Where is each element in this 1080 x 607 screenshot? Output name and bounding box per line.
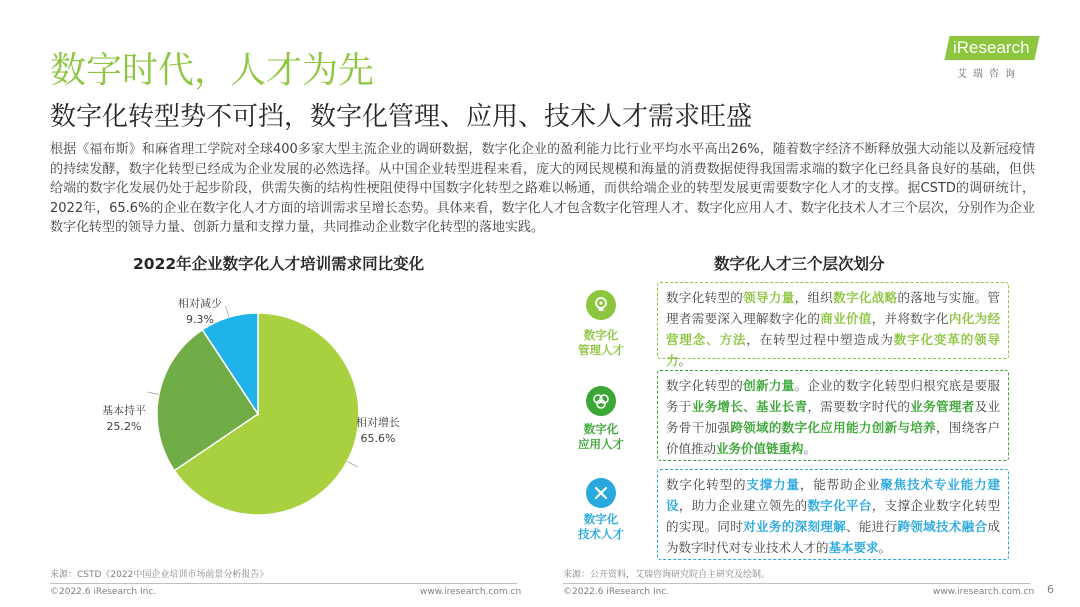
slice-label-decrease: 相对减少 9.3% [178,297,222,326]
footer-copyright-left: ©2022.6 iResearch Inc. [50,587,157,597]
body-text: ，在转型过程中塑造成为 [746,332,894,347]
page-subtitle: 数字化转型势不可挡，数字化管理、应用、技术人才需求旺盛 [50,102,753,132]
tier-name-technology: 数字化 技术人才 [578,512,624,541]
highlight-text: 数字化变革的领导力 [666,332,1000,368]
body-text: 。企业的数字化转型归根究底是要服务于 [666,378,1000,414]
page-number: 6 [1047,583,1054,596]
footer-copyright-right: ©2022.6 iResearch Inc. [563,587,670,597]
pie-leader-line-0 [347,461,358,467]
highlight-text: 业务增长、基业长青 [691,399,808,414]
body-text: 数字化转型的 [666,290,744,305]
pie-chart [0,0,540,560]
source-left: 来源：CSTD《2022中国企业培训市场前景分析报告》 [50,570,269,580]
highlight-text: 对业务的深刻理解 [743,519,847,534]
iresearch-logo [937,32,1047,82]
highlight-text: 支撑力量 [746,477,800,492]
body-text: 。 [878,540,892,555]
logo-text: iResearch [953,38,1030,57]
highlight-text: 内化为经营理念、方法 [666,311,1000,347]
footer-url-right[interactable]: www.iresearch.com.cn [933,587,1035,597]
slice-label-increase: 相对增长 65.6% [356,416,400,445]
highlight-text: 跨领域的数字化应用能力创新与培养 [730,420,937,435]
tier-name-management: 数字化 管理人才 [578,328,624,357]
highlight-text: 数字化平台 [807,498,872,513]
pie-leader-line-1 [147,392,159,394]
body-text: 、能进行 [846,519,898,534]
intro-paragraph: 根据《福布斯》和麻省理工学院对全球400多家大型主流企业的调研数据，数字化企业的盈利能力比行业平均水平高出26%，随着数字经济不断释放强大动能以及新冠疫情的持续发酵，数字化转型已经成为企业发展的必然选择。从中国企业转型进程来看，庞大的网民规模和海量的消费数据使得我国需求端的数字化已经具备良好的基础，但供给端的数字化发展仍处于起步阶段，供需失衡的结构性梗阻使得中国数字化转型之路难以畅通，而供给端企业的转型发展更需要数字化人才的支撑。据CSTD的调研统计，2022年，65.6%的企业在数字化人才方面的培训需求呈增长态势。具体来看，数字化人才包含数字化管理人才、数字化应用人才、数字化技术人才三个层次，分别作为企业数字化转型的领导力量、创新力量和支撑力量，共同推动企业数字化转型的落地实践。 [50,142,1035,235]
body-text: ，支撑企业数字化转型的实现。同时 [666,498,1000,534]
tier-description-management [657,282,1009,368]
body-text: 数字化转型的 [666,378,744,393]
body-text: 。 [803,441,817,456]
body-text: 。 [678,353,692,368]
page-title: 数字时代，人才为先 [50,50,375,91]
body-text: 成为数字时代对专业技术人才的 [666,519,1000,555]
highlight-text: 基本要求 [828,540,879,555]
highlight-text: 领导力量 [743,290,795,305]
lightbulb-gear-icon [586,290,616,320]
tier-name-application: 数字化 应用人才 [578,422,624,451]
highlight-text: 商业价值 [820,311,872,326]
body-text: ，能帮助企业 [799,477,881,492]
tiers-title: 数字化人才三个层次划分 [714,255,885,273]
body-text: ，需要数字时代的 [807,399,911,414]
body-text: ，并将数字化 [871,311,949,326]
body-text: ，助力企业建立领先的 [678,498,808,513]
pie-leader-line-2 [225,306,228,317]
tier-description-technology [657,469,1009,560]
circles-icon [586,386,616,416]
body-text: ，围绕客户价值推动 [666,420,1000,456]
body-text: 及业务骨干加强 [666,399,1000,435]
pie-chart-title: 2022年企业数字化人才培训需求同比变化 [133,255,425,273]
body-text: ，组织 [794,290,834,305]
highlight-text: 数字化战略 [833,290,898,305]
body-text: 数字化转型的 [666,477,747,492]
highlight-text: 业务管理者 [910,399,975,414]
footer-divider-left [50,583,517,584]
highlight-text: 聚焦技术专业能力建设 [666,477,1000,513]
source-right: 来源：公开资料，艾瑞咨询研究院自主研究及绘制。 [563,570,771,580]
tier-description-application [657,370,1009,461]
tools-icon [586,478,616,508]
body-text: 的落地与实施。管理者需要深入理解数字化的 [666,290,1000,326]
footer-divider-right [563,583,1030,584]
slice-label-flat: 基本持平 25.2% [102,404,146,433]
highlight-text: 创新力量 [743,378,795,393]
logo-subtext: 艾瑞咨询 [957,69,1021,80]
highlight-text: 业务价值链重构 [716,441,804,456]
footer-url-left[interactable]: www.iresearch.com.cn [420,587,522,597]
highlight-text: 跨领域技术融合 [897,519,988,534]
